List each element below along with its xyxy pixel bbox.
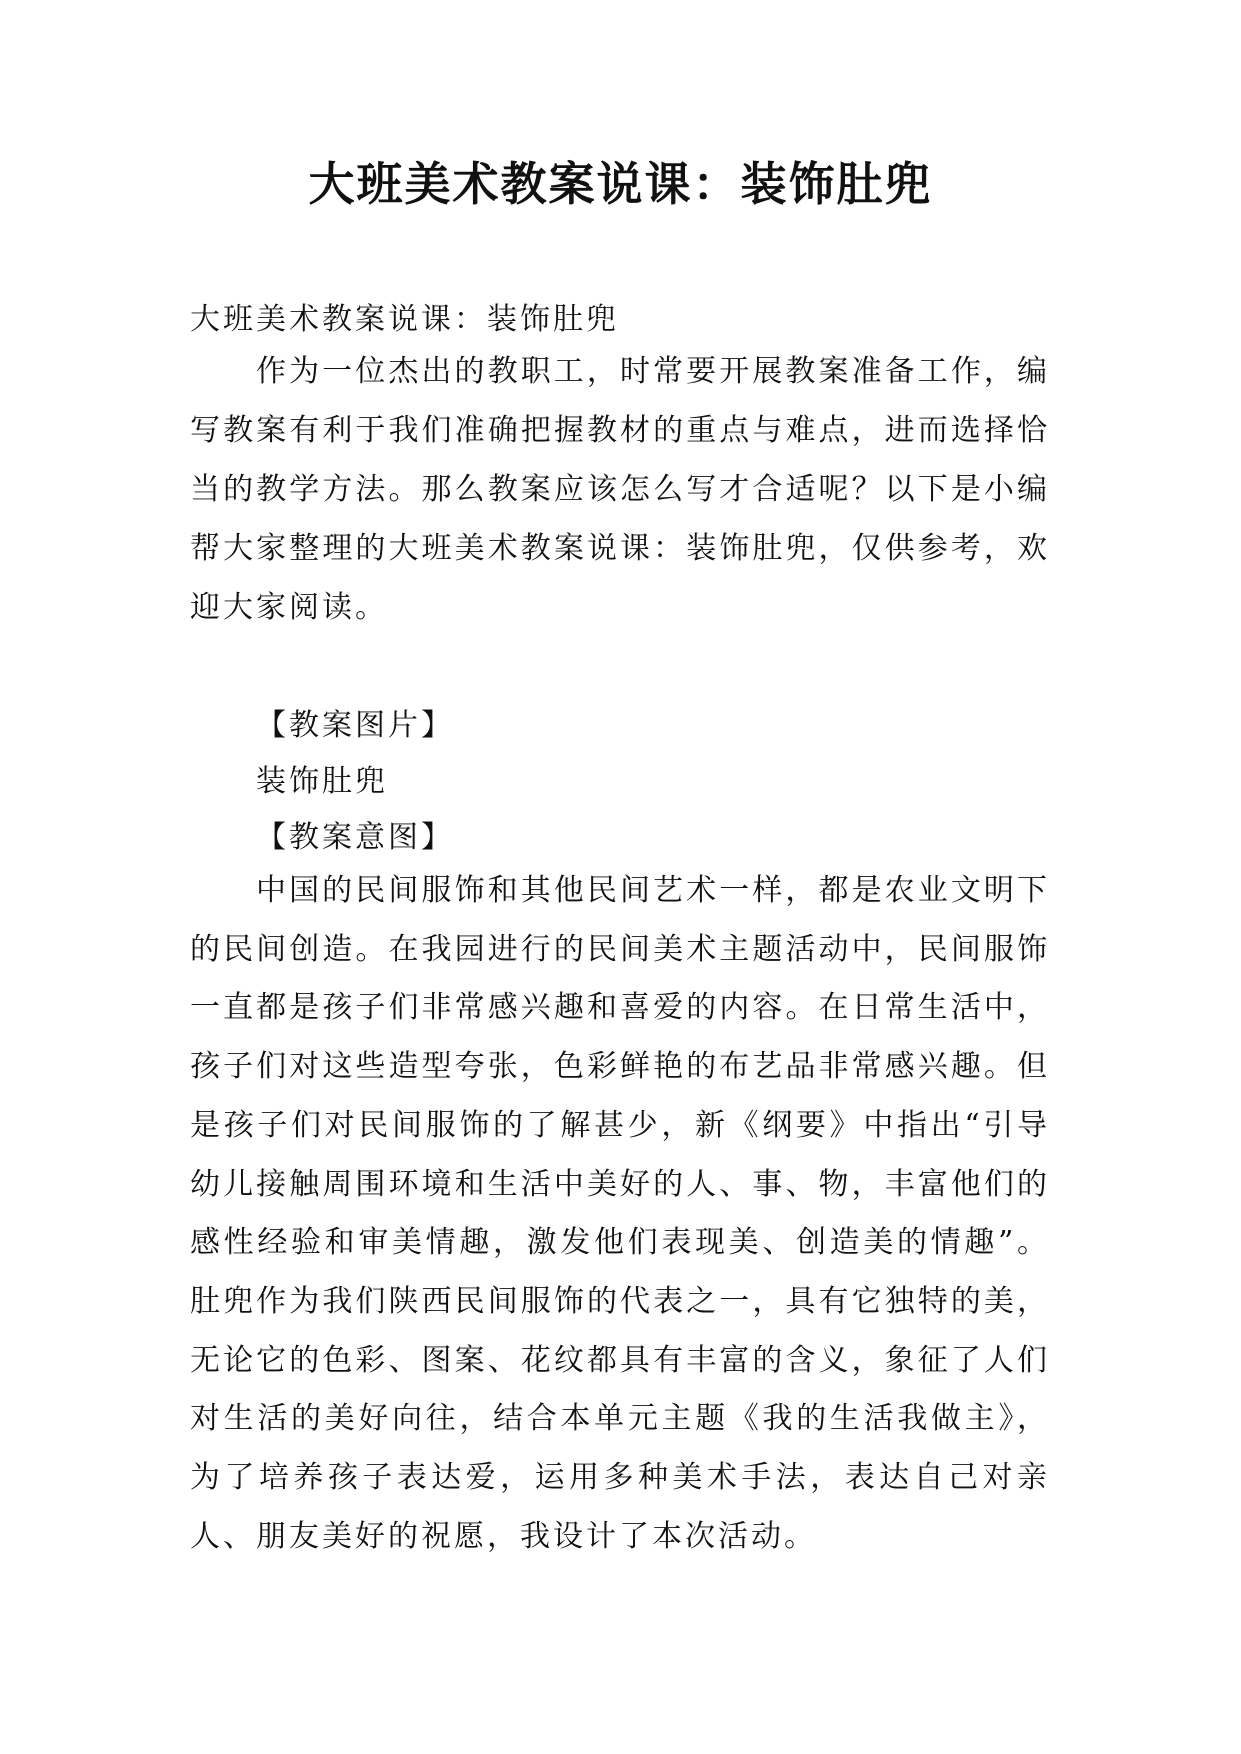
section-label-image: 【教案图片】 [256, 708, 454, 743]
document-title: 大班美术教案说课：装饰肚兜 [308, 157, 933, 211]
section-label-intent: 【教案意图】 [256, 820, 454, 855]
intro-paragraph: 作为一位杰出的教职工，时常要开展教案准备工作，编写教案有利于我们准确把握教材的重点与难点，进而选择恰当的教学方法。那么教案应该怎么写才合适呢？以下是小编帮大家整理的大班美术教案说课：装饰肚兜，仅供参考，欢迎大家阅读。 [190, 354, 1050, 625]
image-caption: 装饰肚兜 [256, 764, 388, 799]
intent-paragraph: 中国的民间服饰和其他民间艺术一样，都是农业文明下的民间创造。在我园进行的民间美术主题活动中，民间服饰一直都是孩子们非常感兴趣和喜爱的内容。在日常生活中，孩子们对这些造型夸张，色彩鲜艳的布艺品非常感兴趣。但是孩子们对民间服饰的了解甚少，新《纲要》中指出“引导幼儿接触周围环境和生活中美好的人、事、物，丰富他们的感性经验和审美情趣，激发他们表现美、创造美的情趣”。肚兜作为我们陕西民间服饰的代表之一，具有它独特的美，无论它的色彩、图案、花纹都具有丰富的含义，象征了人们对生活的美好向往，结合本单元主题《我的生活我做主》，为了培养孩子表达爱，运用多种美术手法，表达自己对亲人、朋友美好的祝愿，我设计了本次活动。 [190, 873, 1050, 1554]
document-subtitle: 大班美术教案说课：装饰肚兜 [190, 302, 619, 337]
